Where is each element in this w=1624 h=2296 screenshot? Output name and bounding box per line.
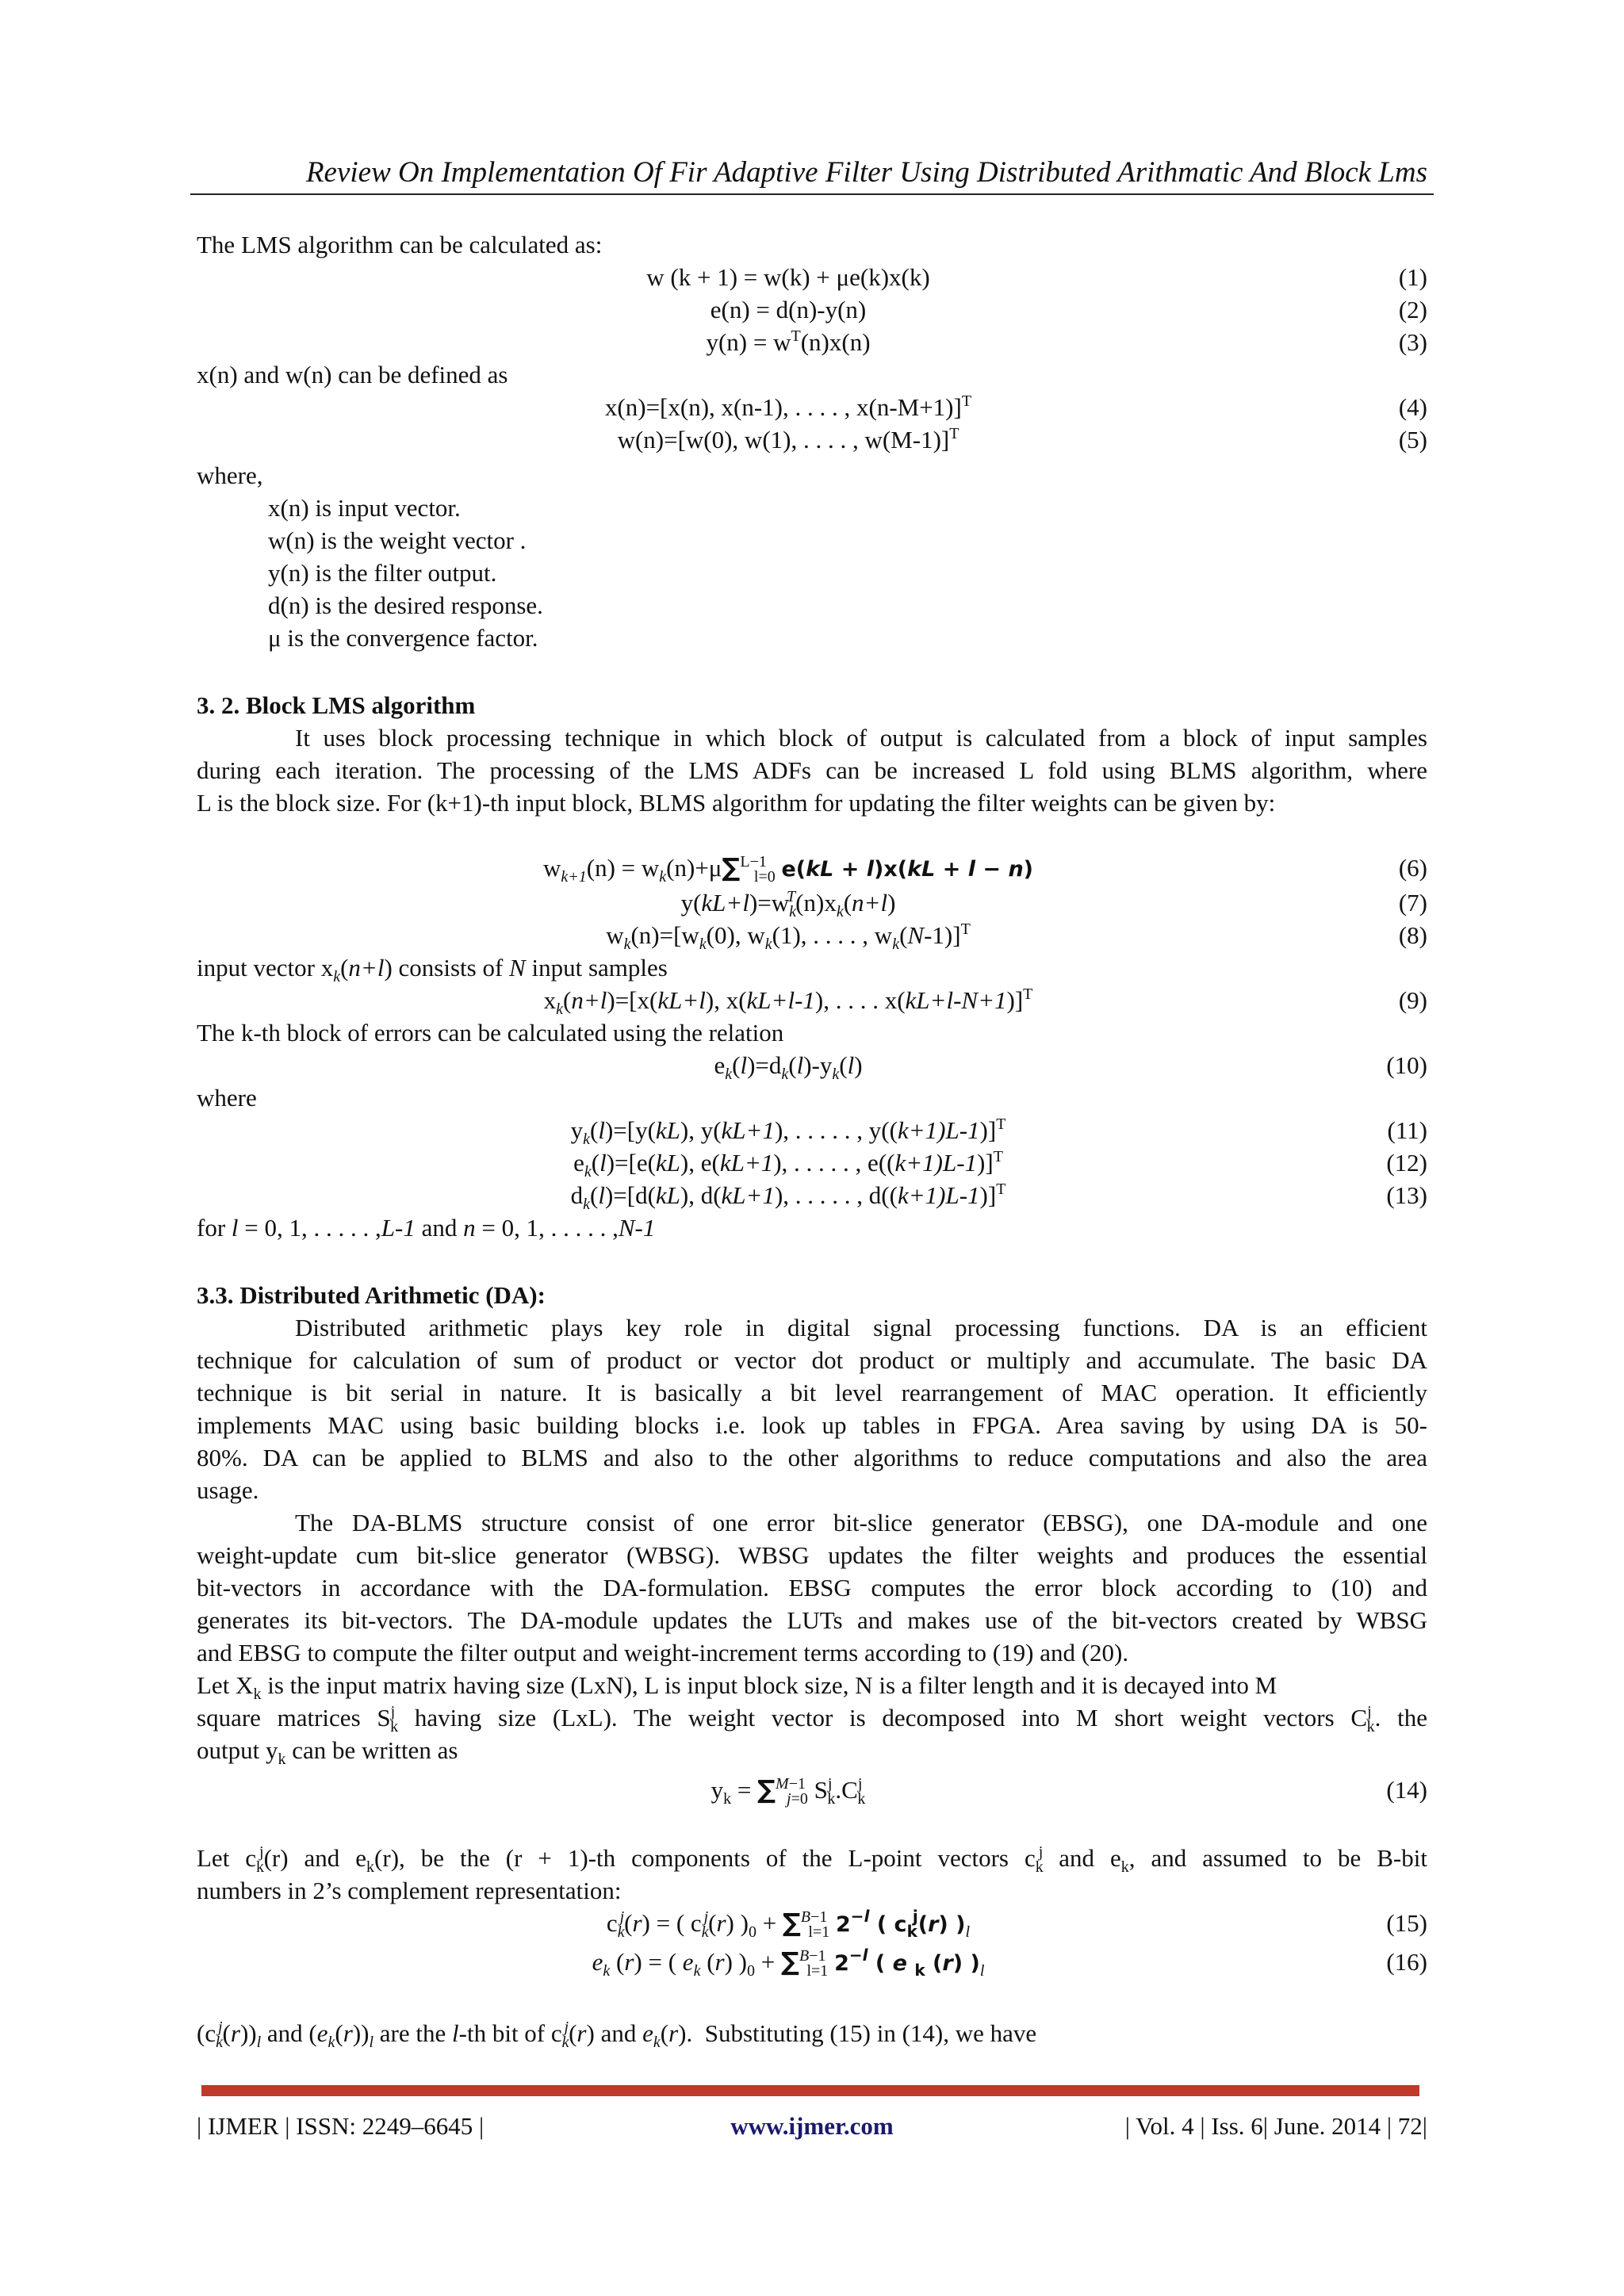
paragraph-line: implements MAC using basic building blocks i.e. look up tables in FPGA. Area saving by using DA is 50- [197, 1411, 1427, 1439]
paragraph-line: The DA-BLMS structure consist of one error bit-slice generator (EBSG), one DA-module and one [295, 1509, 1427, 1536]
equation-10: $e_k(l)=d_k(l)-y_k(l)$ (10) [197, 1049, 1427, 1081]
footer-volume-page: | Vol. 4 | Iss. 6| June. 2014 | 72| [1124, 2112, 1427, 2140]
paragraph-line: during each iteration. The processing of the LMS ADFs can be increased L fold using BLMS algorithm, where [197, 756, 1427, 784]
kth-block-text: The k-th block of errors can be calculated using the relation [197, 1019, 784, 1047]
equation-number: (5) [1398, 426, 1427, 453]
paragraph-line: 80%. DA can be applied to BLMS and also to the other algorithms to reduce computations and also the area [197, 1444, 1427, 1471]
equation-1: w (k + 1) = w(k) + μe(k)x(k) (1) [197, 261, 1427, 293]
equation-16: $e_k$ (r) = ( $e_k$ (r) )$_0 + \sum^{B-1}_{l=1}$ $2^{-l}$ ( e $_k$ (r) )$_l$ (16) [592, 1946, 1427, 1980]
equation-number: (13) [1386, 1181, 1427, 1209]
equation-6: $w_{k+1}(n) = w_k(n)+\mu\sum^{L-1}_{l=0}$ e(kL + l)x(kL + l − n) (6) [542, 852, 1427, 886]
paragraph-line: output $y_k$ can be written as [197, 1736, 458, 1766]
paragraph-line: It uses block processing technique in which block of output is calculated from a block of input samples [295, 724, 1427, 752]
where-label: where [197, 1084, 257, 1112]
paragraph-line: Let $c_k^j(r)$ and $e_k(r)$, be the (r + 1)-th components of the L-point vectors $c_k^j$ and $e_k$, and assumed to be B-bit [197, 1843, 1427, 1874]
equation-number: (4) [1398, 393, 1427, 421]
equation-number: (7) [1398, 889, 1427, 916]
equation-number: (10) [1386, 1051, 1427, 1079]
section-heading-da: 3.3. Distributed Arithmetic (DA): [197, 1281, 546, 1309]
paragraph-line: numbers in 2’s complement representation: [197, 1877, 622, 1904]
substitution-text: $(c_k^j(r))_l$ and $(e_k(r))_l$ are the l-th bit of $c_k^j(r)$ and $e_k(r)$. Substituting (15) in (14), we have [197, 2019, 1037, 2051]
equation-number: (2) [1398, 296, 1427, 323]
block-lms-paragraph [197, 721, 1427, 819]
paragraph-line: weight-update cum bit-slice generator (WBSG). WBSG updates the filter weights and produces the essential [197, 1541, 1427, 1569]
equation-number: (14) [1386, 1776, 1427, 1804]
equation-15: $c_k^j(r)$ = ( $c_k^j(r) )_0 + \sum^{B-1}_{l=1}$ $2^{-l}$ ( $c_k^j(r)$ )$_l$ (15) [606, 1907, 1427, 1941]
input-vector-text: input vector $x_k(n+l)$ consists of N input samples [197, 954, 668, 985]
equation-number: (9) [1398, 986, 1427, 1014]
paragraph-line: and EBSG to compute the filter output and weight-increment terms according to (19) and (20). [197, 1639, 1129, 1667]
equation-4: x(n)=[x(n), x(n-1), . . . . , x(n-M+1)]$^T$ (4) [197, 391, 1427, 423]
definition-item: w(n) is the weight vector . [268, 526, 527, 554]
equation-12: $e_k(l)=[e(kL)$, e(kL+1), . . . . . , e((k+1)L-1)]$^T$ (12) [573, 1148, 1427, 1181]
equation-2: e(n) = d(n)-y(n) (2) [197, 293, 1427, 326]
lms-intro: The LMS algorithm can be calculated as: [197, 231, 603, 258]
paragraph-line: L is the block size. For (k+1)-th input block, BLMS algorithm for updating the filter weights can be given by: [197, 789, 1276, 817]
running-header: Review On Implementation Of Fir Adaptive Filter Using Distributed Arithmatic And Block Lms [305, 156, 1427, 189]
footer-journal-info: | IJMER | ISSN: 2249–6645 | [197, 2112, 485, 2140]
definition-item: μ is the convergence factor. [268, 624, 538, 652]
da-paragraph-1 [197, 1311, 1427, 1506]
da-paragraph-2 [197, 1506, 1427, 1669]
paragraph-line: bit-vectors in accordance with the DA-formulation. EBSG computes the error block according to (10) and [197, 1574, 1427, 1601]
footer [197, 2109, 1427, 2144]
da-paragraph-4 [197, 1842, 1427, 1907]
section-heading-block-lms: 3. 2. Block LMS algorithm [197, 691, 476, 719]
paragraph-line: technique is bit serial in nature. It is basically a bit level rearrangement of MAC operation. It efficiently [197, 1379, 1427, 1406]
header-rule [190, 193, 1434, 195]
equation-8: $w_k(n)=[w_k(0)$, $w_k(1)$, . . . . , $w_k(N-1)]^T$ (8) [606, 920, 1427, 953]
equation-3: $y(n) = w^T(n)x(n)$ (3) [197, 326, 1427, 358]
paragraph-line: Let $X_k$ is the input matrix having size (LxN), L is input block size, N is a filter length and it is decayed into M [197, 1671, 1277, 1701]
index-range-text: for l = 0, 1, . . . . . ,L-1 and n = 0, 1, . . . . . ,N-1 [197, 1214, 656, 1242]
paragraph-line: technique for calculation of sum of product or vector dot product or multiply and accumulate. The basic DA [197, 1346, 1427, 1374]
paragraph-line: generates its bit-vectors. The DA-module updates the LUTs and makes use of the bit-vectors created by WBSG [197, 1606, 1427, 1634]
equation-number: (15) [1386, 1909, 1427, 1937]
definition-item: x(n) is input vector. [268, 494, 461, 522]
da-paragraph-3 [197, 1669, 1427, 1766]
equation-5: w(n)=[w(0), w(1), . . . . , w(M-1)]$^T$ (5) [197, 423, 1427, 456]
equation-number: (11) [1387, 1116, 1427, 1144]
equation-number: (1) [1398, 263, 1427, 291]
definition-item: y(n) is the filter output. [268, 559, 497, 587]
equation-14: $y_k = \sum^{M-1}_{j=0}$ $S^j_k.C^j_k$ (14) [710, 1774, 1427, 1808]
where-label: where, [197, 461, 263, 489]
equation-number: (6) [1398, 854, 1427, 882]
equation-11: $y_k(l)=[y(kL)$, y(kL+1), . . . . . , y((k+1)L-1)]$^T$ (11) [570, 1115, 1427, 1148]
paragraph-line: usage. [197, 1476, 259, 1504]
equation-number: (16) [1386, 1948, 1427, 1976]
equation-7: $y(kL+l)=w_k^T(n)x_k(n+l)$ (7) [680, 888, 1427, 920]
footer-rule [201, 2085, 1419, 2096]
equation-number: (8) [1398, 921, 1427, 949]
footer-website-link[interactable]: www.ijmer.com [730, 2112, 894, 2140]
equation-13: $d_k(l)=[d(kL)$, d(kL+1), . . . . . , d((k+1)L-1)]$^T$ (13) [570, 1181, 1427, 1213]
equation-9: $x_k(n+l)=[x(kL+l)$, x(kL+l-1), . . . . x(kL+l-N+1)]$^T$ (9) [543, 985, 1427, 1018]
equation-number: (12) [1386, 1149, 1427, 1177]
definition-item: d(n) is the desired response. [268, 591, 543, 619]
paragraph-line: Distributed arithmetic plays key role in digital signal processing functions. DA is an efficient [295, 1314, 1427, 1341]
xw-defined-text: x(n) and w(n) can be defined as [197, 361, 508, 388]
equation-number: (3) [1398, 328, 1427, 356]
paragraph-line: square matrices $S^j_k$ having size (LxL). The weight vector is decomposed into M short weight vectors $C^j_k$. the [197, 1703, 1427, 1734]
